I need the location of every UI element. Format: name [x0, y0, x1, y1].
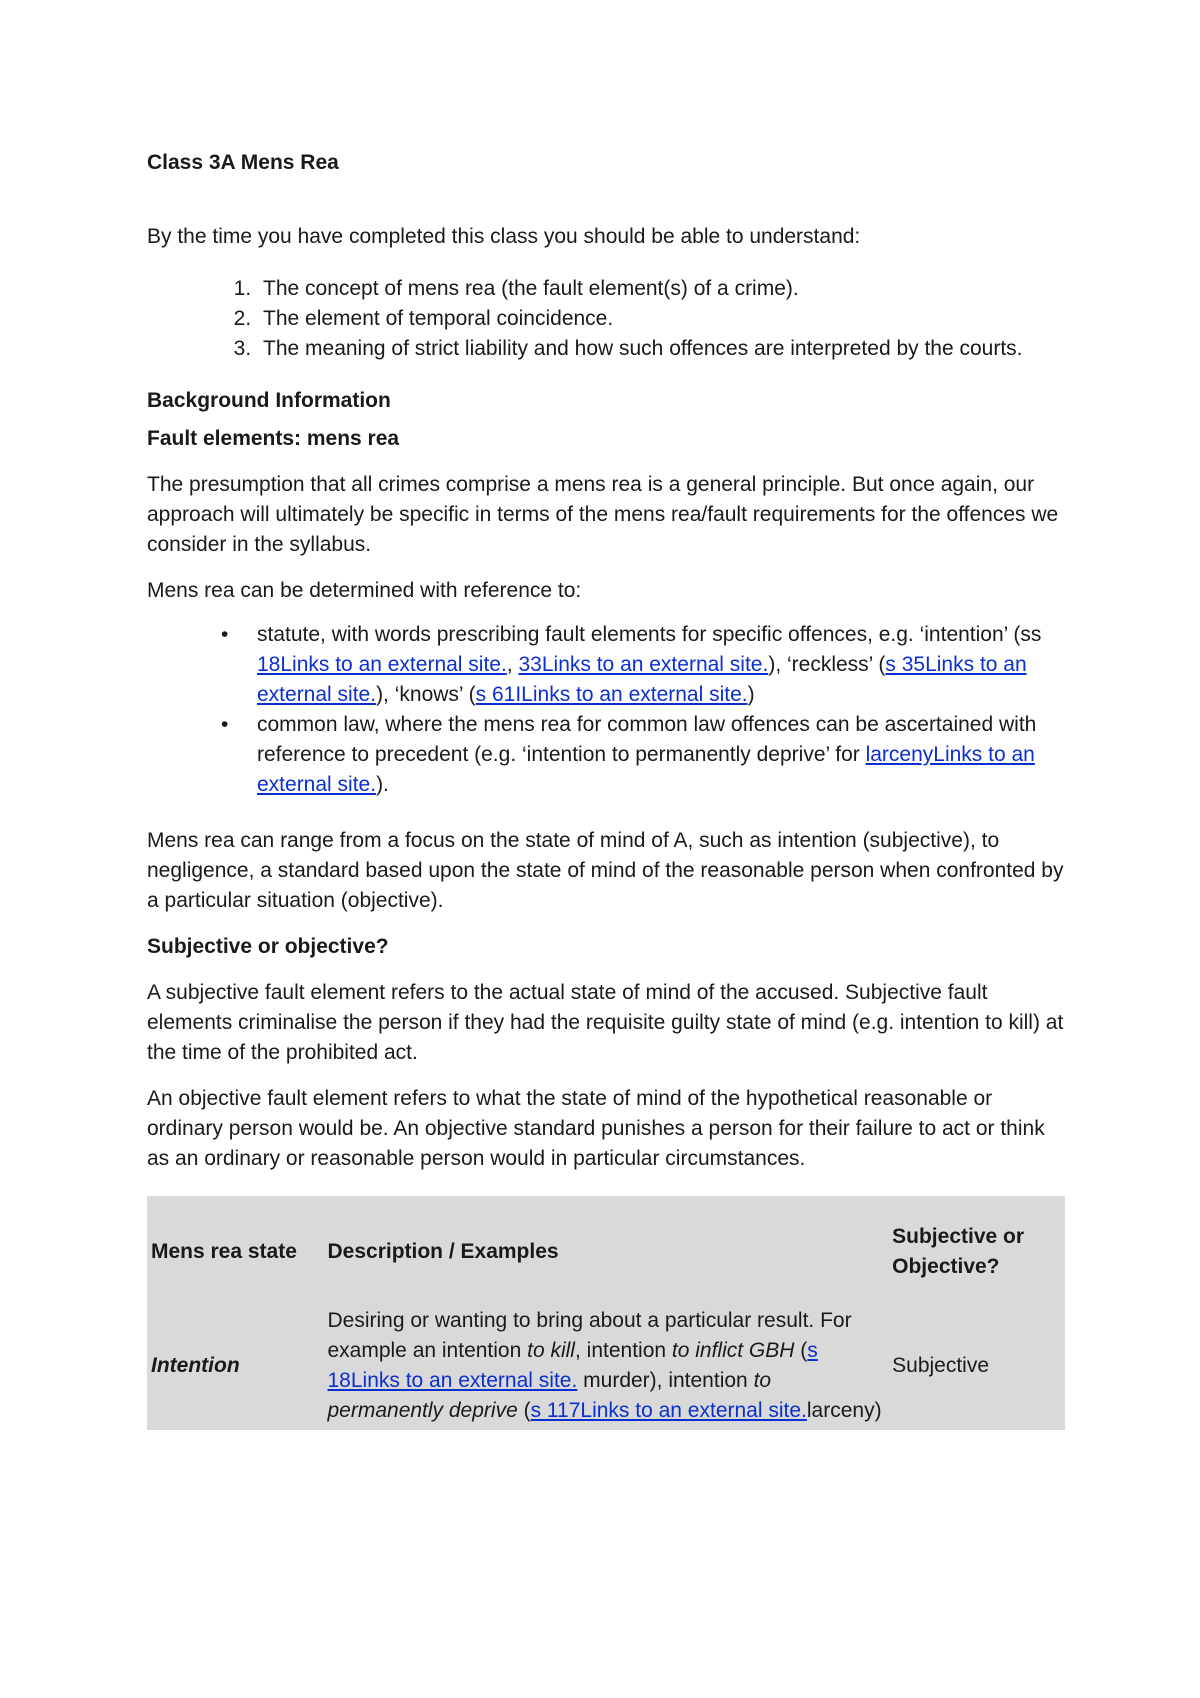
common-law-text: common law, where the mens rea for common law offences can be ascertained with reference to precedent (e.g. ‘intention to permanently deprive’ for: [257, 713, 1037, 766]
paragraph-determined: Mens rea can be determined with reference to:: [147, 579, 582, 602]
sources-list: [147, 620, 1065, 800]
link-larceny[interactable]: larcenyLinks to an external site.: [257, 743, 1035, 796]
link-s35[interactable]: s 35Links to an external site.: [257, 653, 1027, 706]
header-description: Description / Examples: [327, 1240, 559, 1263]
heading-background: Background Information: [147, 389, 391, 412]
document-body: [147, 148, 1065, 1430]
bullet-icon: •: [221, 713, 229, 736]
desc-text: , intention: [574, 1339, 672, 1362]
intro-text: By the time you have completed this class you should be able to understand:: [147, 225, 861, 248]
list-item-statute: [221, 620, 1065, 710]
bullet-icon: •: [221, 623, 229, 646]
objective-item: 3. The meaning of strict liability and how such offences are interpreted by the courts.: [257, 334, 1065, 364]
link-s61i[interactable]: s 61ILinks to an external site.: [475, 683, 748, 706]
heading-subjective-objective: Subjective or objective?: [147, 935, 389, 958]
header-mens-rea-state: Mens rea state: [151, 1240, 297, 1263]
header-subjective-objective: Subjective or Objective?: [892, 1225, 1025, 1278]
link-s33[interactable]: 33Links to an external site.: [518, 653, 769, 676]
statute-text: ): [747, 683, 755, 706]
statute-text: ), ‘reckless’ (: [768, 653, 886, 676]
mens-rea-table: [147, 1196, 1065, 1430]
separator-text: ,: [506, 653, 519, 676]
paragraph-range: Mens rea can range from a focus on the state of mind of A, such as intention (subjective), to negligence, a standard based upon the state of mind of the reasonable person when confronted by a particular situation (objective).: [147, 829, 1064, 912]
table-header-row: [147, 1196, 1065, 1296]
page-title: Class 3A Mens Rea: [147, 151, 339, 174]
desc-text: (: [517, 1399, 531, 1422]
paragraph-subjective: A subjective fault element refers to the actual state of mind of the accused. Subjective fault elements criminalise the person if they had the requisite guilty state of mind (e.g. intention to kill) at the time of the prohibited act.: [147, 981, 1064, 1064]
desc-text: murder), intention: [577, 1369, 754, 1392]
objectives-list: [147, 274, 1065, 364]
cell-description: [323, 1296, 888, 1430]
cell-type: Subjective: [892, 1354, 990, 1377]
paragraph-presumption: The presumption that all crimes comprise a mens rea is a general principle. But once again, our approach will ultimately be specific in terms of the mens rea/fault requirements for the offences we consider in the syllabus.: [147, 473, 1059, 556]
paragraph-objective: An objective fault element refers to what the state of mind of the hypothetical reasonable or ordinary person would be. An objective standard punishes a person for their failure to act or think as an ordinary or reasonable person would in particular circumstances.: [147, 1087, 1045, 1170]
link-table-s18[interactable]: s 18Links to an external site.: [327, 1339, 818, 1392]
list-item-common-law: [221, 710, 1065, 800]
heading-fault-elements: Fault elements: mens rea: [147, 427, 400, 450]
statute-text: ), ‘knows’ (: [376, 683, 476, 706]
desc-text: (: [794, 1339, 808, 1362]
desc-text: Desiring or wanting to bring about a particular result. For example an intention: [327, 1309, 852, 1362]
objective-item: 2. The element of temporal coincidence.: [257, 304, 1065, 334]
link-table-s117[interactable]: s 117Links to an external site.: [530, 1399, 807, 1422]
statute-text: statute, with words prescribing fault elements for specific offences, e.g. ‘intention’ (ss: [257, 623, 1042, 646]
common-law-text: ).: [376, 773, 389, 796]
table-row: [147, 1296, 1065, 1430]
desc-text: larceny): [806, 1399, 882, 1422]
cell-state: Intention: [151, 1354, 240, 1377]
desc-italic: to inflict GBH: [671, 1339, 795, 1362]
link-s18[interactable]: 18Links to an external site.: [257, 653, 507, 676]
objective-item: 1. The concept of mens rea (the fault element(s) of a crime).: [257, 274, 1065, 304]
desc-italic: to permanently deprive: [327, 1369, 772, 1422]
desc-italic: to kill: [527, 1339, 575, 1362]
